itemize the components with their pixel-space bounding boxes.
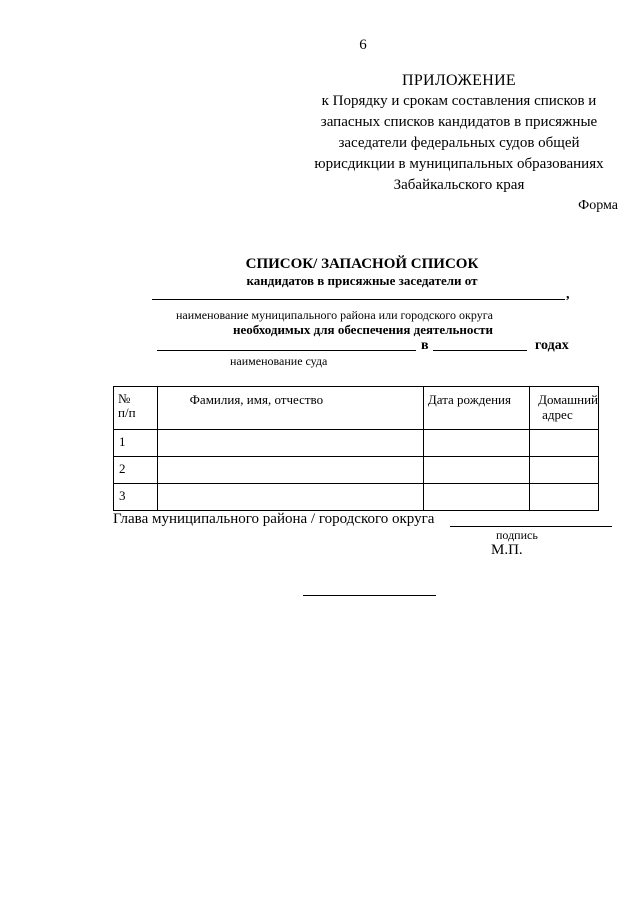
appendix-line: юрисдикции в муниципальных образованиях xyxy=(314,156,604,172)
appendix-title: ПРИЛОЖЕНИЕ xyxy=(401,72,516,89)
table-row xyxy=(114,457,599,484)
header-num xyxy=(114,387,158,430)
name-cell[interactable] xyxy=(157,484,423,511)
row-number: 3 xyxy=(114,484,158,511)
needed-text: необходимых для обеспечения деятельности xyxy=(232,322,494,337)
stamp-label: М.П. xyxy=(491,542,523,558)
list-title: СПИСОК/ ЗАПАСНОЙ СПИСОК xyxy=(245,256,479,272)
years-word: годах xyxy=(535,338,569,353)
birth-cell[interactable] xyxy=(423,430,529,457)
address-cell[interactable] xyxy=(530,484,599,511)
table-row xyxy=(114,430,599,457)
table-header-row xyxy=(114,387,599,430)
header-num-symbol: № xyxy=(118,391,131,406)
court-hint: наименование суда xyxy=(230,354,328,368)
header-num-abbr: п/п xyxy=(118,405,136,420)
page-number: 6 xyxy=(359,37,367,53)
signature-hint: подпись xyxy=(496,528,538,542)
form-label: Форма xyxy=(578,198,618,213)
municipality-comma: , xyxy=(566,287,570,302)
signature-fill-line[interactable] xyxy=(450,526,612,527)
address-cell[interactable] xyxy=(530,457,599,484)
birth-cell[interactable] xyxy=(423,457,529,484)
header-address xyxy=(530,387,599,430)
appendix-line: запасных списков кандидатов в присяжные xyxy=(320,114,598,130)
list-subtitle: кандидатов в присяжные заседатели от xyxy=(246,273,478,288)
candidates-table xyxy=(113,386,599,511)
appendix-line: заседатели федеральных судов общей xyxy=(338,135,580,151)
appendix-line: Забайкальского края xyxy=(393,177,525,193)
end-divider xyxy=(303,595,436,596)
header-name: Фамилия, имя, отчество xyxy=(157,387,423,430)
municipality-fill-line[interactable] xyxy=(152,299,565,300)
court-fill-line[interactable] xyxy=(157,350,416,351)
header-address-line2: адрес xyxy=(542,407,573,422)
name-cell[interactable] xyxy=(157,457,423,484)
signature-label: Глава муниципального района / городского округа xyxy=(113,511,435,527)
birth-cell[interactable] xyxy=(423,484,529,511)
name-cell[interactable] xyxy=(157,430,423,457)
municipality-hint: наименование муниципального района или городского округа xyxy=(176,308,493,322)
in-word: в xyxy=(421,338,429,353)
years-fill-line[interactable] xyxy=(433,350,527,351)
header-birth: Дата рождения xyxy=(423,387,529,430)
header-address-line1: Домашний xyxy=(538,392,598,407)
row-number: 1 xyxy=(114,430,158,457)
appendix-line: к Порядку и срокам составления списков и xyxy=(321,93,597,109)
table-row xyxy=(114,484,599,511)
appendix-block xyxy=(300,70,618,196)
row-number: 2 xyxy=(114,457,158,484)
address-cell[interactable] xyxy=(530,430,599,457)
